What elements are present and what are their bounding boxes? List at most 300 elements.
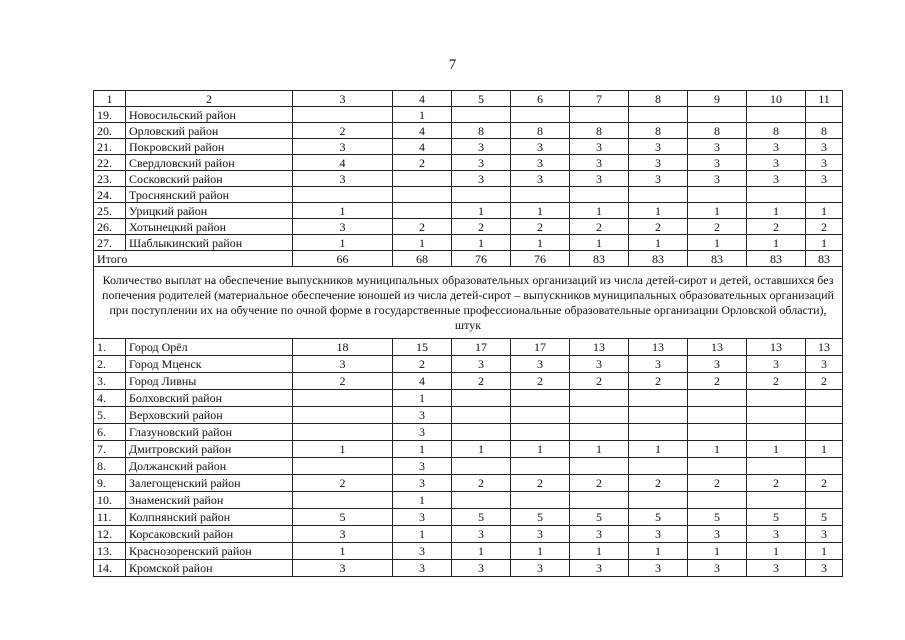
table-row — [94, 107, 843, 123]
district-name: Колпнянский район — [126, 509, 293, 526]
table-row — [94, 356, 843, 373]
value-cell: 3 — [806, 560, 843, 577]
value-cell: 3 — [806, 356, 843, 373]
district-name: Знаменский район — [126, 492, 293, 509]
value-cell: 3 — [629, 356, 688, 373]
value-cell — [570, 407, 629, 424]
value-cell: 2 — [806, 475, 843, 492]
value-cell: 3 — [452, 560, 511, 577]
value-cell — [747, 407, 806, 424]
column-number-cell: 10 — [747, 91, 806, 107]
total-value: 68 — [393, 251, 452, 267]
value-cell — [806, 424, 843, 441]
value-cell — [806, 407, 843, 424]
district-name: Должанский район — [126, 458, 293, 475]
value-cell: 3 — [452, 155, 511, 171]
table-row — [94, 187, 843, 203]
value-cell: 5 — [747, 509, 806, 526]
row-number: 26. — [94, 219, 126, 235]
table-row — [94, 441, 843, 458]
table-row — [94, 390, 843, 407]
value-cell: 1 — [393, 390, 452, 407]
value-cell: 2 — [293, 475, 393, 492]
value-cell: 1 — [452, 203, 511, 219]
value-cell: 3 — [511, 171, 570, 187]
value-cell — [629, 407, 688, 424]
value-cell — [293, 492, 393, 509]
value-cell — [806, 107, 843, 123]
value-cell: 3 — [293, 219, 393, 235]
value-cell: 2 — [629, 475, 688, 492]
value-cell: 2 — [393, 219, 452, 235]
row-number: 25. — [94, 203, 126, 219]
value-cell: 3 — [629, 171, 688, 187]
value-cell — [393, 187, 452, 203]
table-row — [94, 155, 843, 171]
value-cell — [511, 107, 570, 123]
value-cell — [688, 424, 747, 441]
value-cell: 2 — [629, 219, 688, 235]
district-name: Глазуновский район — [126, 424, 293, 441]
value-cell: 3 — [688, 356, 747, 373]
row-number: 7. — [94, 441, 126, 458]
value-cell: 3 — [806, 526, 843, 543]
total-value: 83 — [747, 251, 806, 267]
value-cell — [806, 187, 843, 203]
value-cell: 1 — [511, 235, 570, 251]
value-cell — [806, 390, 843, 407]
table-row — [94, 492, 843, 509]
table-row — [94, 139, 843, 155]
row-number: 22. — [94, 155, 126, 171]
value-cell: 1 — [293, 235, 393, 251]
value-cell: 1 — [806, 235, 843, 251]
value-cell: 5 — [570, 509, 629, 526]
value-cell: 3 — [393, 458, 452, 475]
row-number: 2. — [94, 356, 126, 373]
value-cell — [570, 390, 629, 407]
value-cell — [452, 107, 511, 123]
value-cell: 1 — [629, 543, 688, 560]
district-name: Верховский район — [126, 407, 293, 424]
value-cell: 3 — [393, 560, 452, 577]
value-cell: 1 — [688, 543, 747, 560]
value-cell — [629, 107, 688, 123]
column-number-cell: 4 — [393, 91, 452, 107]
value-cell: 3 — [570, 526, 629, 543]
value-cell: 3 — [293, 560, 393, 577]
value-cell: 3 — [688, 171, 747, 187]
value-cell: 2 — [393, 155, 452, 171]
value-cell — [688, 458, 747, 475]
value-cell — [570, 187, 629, 203]
value-cell: 8 — [511, 123, 570, 139]
value-cell: 17 — [452, 339, 511, 356]
total-value: 83 — [806, 251, 843, 267]
value-cell: 3 — [629, 139, 688, 155]
value-cell: 1 — [806, 203, 843, 219]
district-name: Троснянский район — [126, 187, 293, 203]
table-row — [94, 543, 843, 560]
value-cell: 1 — [293, 203, 393, 219]
value-cell: 2 — [511, 475, 570, 492]
value-cell: 3 — [747, 560, 806, 577]
value-cell: 3 — [393, 475, 452, 492]
row-number: 21. — [94, 139, 126, 155]
value-cell — [806, 492, 843, 509]
district-name: Свердловский район — [126, 155, 293, 171]
district-name: Болховский район — [126, 390, 293, 407]
total-value: 76 — [452, 251, 511, 267]
value-cell — [629, 458, 688, 475]
value-cell: 1 — [393, 235, 452, 251]
value-cell: 3 — [511, 526, 570, 543]
value-cell: 3 — [747, 139, 806, 155]
total-value: 66 — [293, 251, 393, 267]
value-cell: 8 — [806, 123, 843, 139]
value-cell — [293, 407, 393, 424]
value-cell: 5 — [452, 509, 511, 526]
district-name: Кромской район — [126, 560, 293, 577]
value-cell: 2 — [452, 475, 511, 492]
page-number: 7 — [448, 57, 457, 73]
district-name: Залегощенский район — [126, 475, 293, 492]
value-cell: 13 — [806, 339, 843, 356]
value-cell: 1 — [570, 203, 629, 219]
table-row — [94, 339, 843, 356]
value-cell — [570, 458, 629, 475]
value-cell — [293, 458, 393, 475]
value-cell: 2 — [747, 475, 806, 492]
value-cell — [570, 107, 629, 123]
value-cell: 1 — [747, 543, 806, 560]
value-cell: 3 — [806, 171, 843, 187]
value-cell — [293, 187, 393, 203]
value-cell: 1 — [629, 235, 688, 251]
value-cell — [511, 492, 570, 509]
value-cell — [452, 390, 511, 407]
value-cell — [688, 492, 747, 509]
value-cell: 2 — [806, 373, 843, 390]
value-cell — [293, 107, 393, 123]
column-number-row — [94, 91, 843, 107]
value-cell: 3 — [511, 139, 570, 155]
value-cell: 3 — [293, 171, 393, 187]
value-cell: 13 — [629, 339, 688, 356]
value-cell: 3 — [570, 356, 629, 373]
district-name: Хотынецкий район — [126, 219, 293, 235]
value-cell: 5 — [688, 509, 747, 526]
table-row — [94, 123, 843, 139]
value-cell: 3 — [393, 407, 452, 424]
value-cell: 1 — [452, 543, 511, 560]
row-number: 14. — [94, 560, 126, 577]
row-number: 23. — [94, 171, 126, 187]
value-cell: 1 — [293, 441, 393, 458]
value-cell — [629, 492, 688, 509]
table-row — [94, 407, 843, 424]
value-cell: 2 — [688, 373, 747, 390]
district-name: Орловский район — [126, 123, 293, 139]
value-cell: 18 — [293, 339, 393, 356]
value-cell: 3 — [293, 526, 393, 543]
row-number: 27. — [94, 235, 126, 251]
value-cell: 1 — [393, 107, 452, 123]
value-cell — [747, 107, 806, 123]
value-cell: 1 — [806, 441, 843, 458]
value-cell: 3 — [629, 526, 688, 543]
total-value: 83 — [629, 251, 688, 267]
column-number-cell: 8 — [629, 91, 688, 107]
value-cell: 1 — [511, 543, 570, 560]
value-cell: 1 — [747, 203, 806, 219]
value-cell — [452, 424, 511, 441]
column-number-cell: 6 — [511, 91, 570, 107]
value-cell: 3 — [393, 509, 452, 526]
table-row — [94, 458, 843, 475]
value-cell: 3 — [452, 356, 511, 373]
value-cell: 2 — [629, 373, 688, 390]
row-number: 11. — [94, 509, 126, 526]
value-cell: 1 — [570, 235, 629, 251]
table-row — [94, 526, 843, 543]
value-cell — [570, 492, 629, 509]
value-cell — [293, 390, 393, 407]
value-cell — [747, 390, 806, 407]
value-cell: 1 — [688, 203, 747, 219]
row-number: 24. — [94, 187, 126, 203]
value-cell: 4 — [393, 139, 452, 155]
district-name: Корсаковский район — [126, 526, 293, 543]
value-cell: 3 — [452, 171, 511, 187]
column-number-cell: 3 — [293, 91, 393, 107]
value-cell: 5 — [293, 509, 393, 526]
column-number-cell: 1 — [94, 91, 126, 107]
row-number: 1. — [94, 339, 126, 356]
value-cell: 13 — [688, 339, 747, 356]
row-number: 3. — [94, 373, 126, 390]
value-cell: 3 — [629, 155, 688, 171]
column-number-cell: 2 — [126, 91, 293, 107]
district-name: Город Ливны — [126, 373, 293, 390]
value-cell: 3 — [688, 155, 747, 171]
value-cell: 3 — [570, 171, 629, 187]
table-row — [94, 373, 843, 390]
value-cell — [806, 458, 843, 475]
value-cell: 3 — [806, 155, 843, 171]
table-row — [94, 203, 843, 219]
value-cell — [452, 458, 511, 475]
column-number-cell: 5 — [452, 91, 511, 107]
value-cell: 4 — [393, 373, 452, 390]
value-cell: 4 — [393, 123, 452, 139]
district-name: Город Орёл — [126, 339, 293, 356]
column-number-cell: 7 — [570, 91, 629, 107]
value-cell: 2 — [688, 219, 747, 235]
value-cell: 1 — [293, 543, 393, 560]
value-cell: 3 — [747, 155, 806, 171]
value-cell — [629, 187, 688, 203]
value-cell: 3 — [570, 155, 629, 171]
table-row — [94, 475, 843, 492]
value-cell: 1 — [629, 441, 688, 458]
value-cell — [452, 187, 511, 203]
value-cell — [629, 424, 688, 441]
value-cell: 8 — [570, 123, 629, 139]
value-cell — [511, 187, 570, 203]
table-row — [94, 560, 843, 577]
column-number-cell: 11 — [806, 91, 843, 107]
total-value: 83 — [570, 251, 629, 267]
value-cell: 3 — [511, 560, 570, 577]
value-cell — [452, 492, 511, 509]
value-cell: 2 — [393, 356, 452, 373]
value-cell: 1 — [393, 526, 452, 543]
value-cell — [393, 203, 452, 219]
payments-table — [93, 90, 843, 577]
value-cell: 15 — [393, 339, 452, 356]
value-cell — [511, 407, 570, 424]
value-cell: 1 — [511, 441, 570, 458]
value-cell: 4 — [293, 155, 393, 171]
table-row — [94, 219, 843, 235]
value-cell: 1 — [511, 203, 570, 219]
value-cell: 3 — [747, 526, 806, 543]
total-value: 76 — [511, 251, 570, 267]
value-cell: 2 — [293, 373, 393, 390]
value-cell: 3 — [452, 526, 511, 543]
value-cell: 2 — [747, 219, 806, 235]
value-cell — [747, 458, 806, 475]
value-cell: 2 — [570, 475, 629, 492]
value-cell: 8 — [688, 123, 747, 139]
value-cell: 3 — [452, 139, 511, 155]
value-cell: 5 — [629, 509, 688, 526]
column-number-cell: 9 — [688, 91, 747, 107]
value-cell — [511, 390, 570, 407]
value-cell: 5 — [806, 509, 843, 526]
row-number: 19. — [94, 107, 126, 123]
district-name: Шаблыкинский район — [126, 235, 293, 251]
value-cell: 2 — [688, 475, 747, 492]
value-cell: 1 — [688, 235, 747, 251]
value-cell — [452, 407, 511, 424]
value-cell: 3 — [393, 424, 452, 441]
value-cell: 2 — [511, 219, 570, 235]
value-cell — [293, 424, 393, 441]
value-cell: 13 — [570, 339, 629, 356]
district-name: Урицкий район — [126, 203, 293, 219]
row-number: 4. — [94, 390, 126, 407]
value-cell: 8 — [629, 123, 688, 139]
value-cell: 3 — [511, 155, 570, 171]
district-name: Покровский район — [126, 139, 293, 155]
row-number: 10. — [94, 492, 126, 509]
value-cell: 3 — [393, 543, 452, 560]
value-cell: 3 — [688, 526, 747, 543]
value-cell: 1 — [629, 203, 688, 219]
value-cell — [629, 390, 688, 407]
row-number: 13. — [94, 543, 126, 560]
value-cell: 3 — [293, 356, 393, 373]
value-cell: 3 — [570, 560, 629, 577]
value-cell: 1 — [747, 235, 806, 251]
value-cell — [747, 492, 806, 509]
table-row — [94, 235, 843, 251]
value-cell: 3 — [570, 139, 629, 155]
value-cell — [393, 171, 452, 187]
value-cell: 1 — [570, 543, 629, 560]
value-cell: 3 — [747, 356, 806, 373]
value-cell: 2 — [452, 373, 511, 390]
value-cell: 2 — [293, 123, 393, 139]
total-label: Итого — [94, 251, 293, 267]
district-name: Дмитровский район — [126, 441, 293, 458]
value-cell: 1 — [393, 492, 452, 509]
table-row — [94, 171, 843, 187]
value-cell: 1 — [806, 543, 843, 560]
value-cell: 1 — [688, 441, 747, 458]
value-cell: 3 — [511, 356, 570, 373]
value-cell: 1 — [452, 441, 511, 458]
value-cell — [511, 458, 570, 475]
district-name: Город Мценск — [126, 356, 293, 373]
value-cell: 2 — [570, 219, 629, 235]
row-number: 12. — [94, 526, 126, 543]
value-cell: 3 — [629, 560, 688, 577]
value-cell: 2 — [452, 219, 511, 235]
table-row — [94, 509, 843, 526]
value-cell — [747, 424, 806, 441]
value-cell — [688, 107, 747, 123]
district-name: Краснозоренский район — [126, 543, 293, 560]
value-cell: 2 — [806, 219, 843, 235]
value-cell: 2 — [747, 373, 806, 390]
value-cell: 1 — [452, 235, 511, 251]
value-cell: 2 — [570, 373, 629, 390]
value-cell: 3 — [806, 139, 843, 155]
value-cell: 3 — [747, 171, 806, 187]
value-cell: 3 — [293, 139, 393, 155]
row-number: 8. — [94, 458, 126, 475]
value-cell: 1 — [393, 441, 452, 458]
value-cell: 17 — [511, 339, 570, 356]
row-number: 5. — [94, 407, 126, 424]
district-name: Новосильский район — [126, 107, 293, 123]
value-cell: 1 — [747, 441, 806, 458]
value-cell: 8 — [747, 123, 806, 139]
row-number: 6. — [94, 424, 126, 441]
row-number: 20. — [94, 123, 126, 139]
total-value: 83 — [688, 251, 747, 267]
value-cell — [688, 390, 747, 407]
table-row — [94, 424, 843, 441]
value-cell: 3 — [688, 560, 747, 577]
row-number: 9. — [94, 475, 126, 492]
value-cell — [688, 187, 747, 203]
value-cell: 1 — [570, 441, 629, 458]
section-row — [94, 267, 843, 339]
value-cell: 5 — [511, 509, 570, 526]
value-cell: 2 — [511, 373, 570, 390]
value-cell: 8 — [452, 123, 511, 139]
value-cell — [570, 424, 629, 441]
section-title: Количество выплат на обеспечение выпускников муниципальных образовательных организаций из числа детей-сирот и детей, оставшихся без попечения родителей (материальное обеспечение юношей из числа детей-сирот – выпускников муниципальных образовательных организаций при поступлении их на обучение по очной форме в государственные профессиональные образовательные организации Орловской области), штук — [94, 267, 843, 339]
value-cell — [747, 187, 806, 203]
value-cell — [688, 407, 747, 424]
value-cell — [511, 424, 570, 441]
district-name: Сосковский район — [126, 171, 293, 187]
